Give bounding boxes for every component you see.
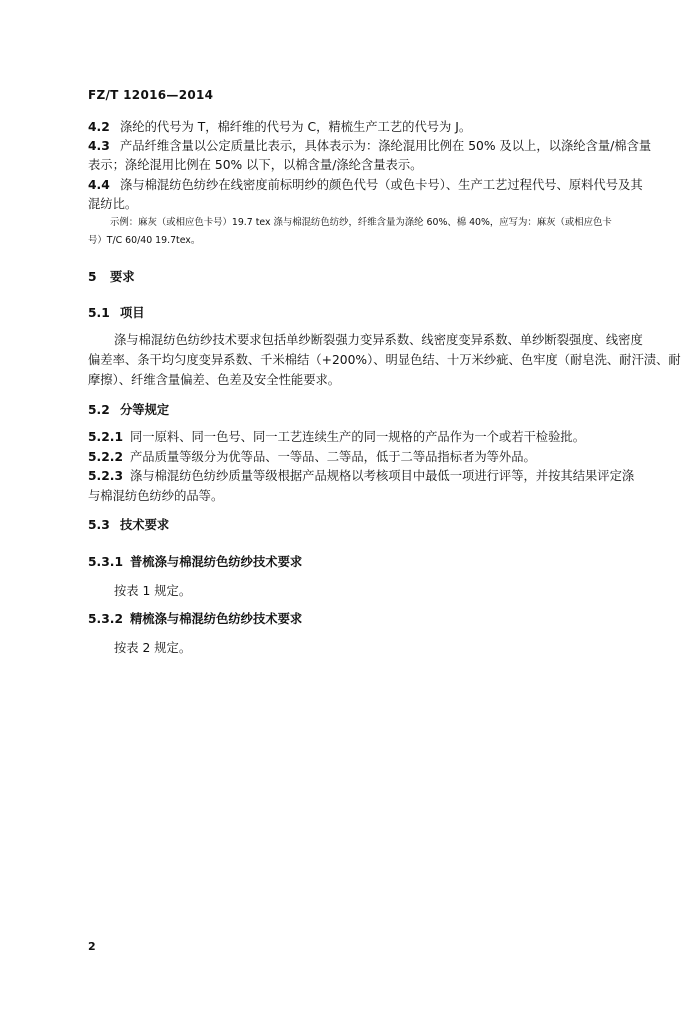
section-5-1-line-2: 偏差率、条干均匀度变异系数、千米棉结（+200%）、明显色结、十万米纱疵、色牢度（耐皂洗、耐汗渍、耐	[88, 353, 681, 367]
clause-text: 涤纶的代号为 T，棉纤维的代号为 C，精梳生产工艺的代号为 J。	[120, 120, 472, 134]
clause-4-3	[88, 138, 651, 154]
section-5-3-2-heading	[88, 611, 302, 627]
clause-4-3-line-2: 表示；涤纶混用比例在 50% 以下，以棉含量/涤纶含量表示。	[88, 158, 423, 172]
standard-code-header: FZ/T 12016—2014	[88, 88, 214, 102]
clause-number: 4.4	[88, 178, 110, 192]
clause-4-4-line-2: 混纺比。	[88, 197, 138, 211]
clause-4-4	[88, 177, 643, 193]
clause-5-2-2	[88, 449, 536, 465]
section-5-3-heading	[88, 517, 169, 533]
page-number: 2	[88, 940, 96, 953]
clause-number: 5.2.1	[88, 430, 124, 444]
clause-text-line-1: 产品纤维含量以公定质量比表示，具体表示为：涤纶混用比例在 50% 及以上，以涤纶含量/棉含量	[120, 139, 652, 153]
clause-number: 4.3	[88, 139, 110, 153]
section-5-1-heading	[88, 305, 145, 321]
clause-5-2-3	[88, 468, 634, 484]
section-5-2-heading	[88, 402, 169, 418]
clause-number: 5.2.3	[88, 469, 124, 483]
section-number: 5.2	[88, 403, 110, 417]
section-title: 分等规定	[120, 403, 170, 417]
section-number: 5.3	[88, 518, 110, 532]
section-5-3-1-heading	[88, 554, 302, 570]
clause-number: 5.2.2	[88, 450, 124, 464]
section-number: 5.1	[88, 306, 110, 320]
section-title: 要求	[110, 270, 135, 284]
section-title: 技术要求	[120, 518, 170, 532]
section-title: 精梳涤与棉混纺色纺纱技术要求	[130, 612, 303, 626]
section-5-heading	[88, 269, 135, 285]
clause-5-2-3-line-2: 与棉混纺色纺纱的品等。	[88, 489, 224, 503]
clause-4-2	[88, 119, 471, 135]
clause-number: 4.2	[88, 120, 110, 134]
clause-text: 同一原料、同一色号、同一工艺连续生产的同一规格的产品作为一个或若干检验批。	[130, 430, 585, 444]
section-5-3-1-text: 按表 1 规定。	[114, 584, 192, 598]
section-number: 5.3.2	[88, 612, 124, 626]
clause-text-line-1: 涤与棉混纺色纺纱在线密度前标明纱的颜色代号（或色卡号）、生产工艺过程代号、原料代号及其	[120, 178, 643, 192]
section-5-1-line-1: 涤与棉混纺色纺纱技术要求包括单纱断裂强力变异系数、线密度变异系数、单纱断裂强度、线密度	[114, 333, 643, 347]
section-5-1-line-3: 摩擦）、纤维含量偏差、色差及安全性能要求。	[88, 373, 341, 387]
example-line-1: 示例：麻灰（或相应色卡号）19.7 tex 涤与棉混纺色纺纱，纤维含量为涤纶 60%、棉 40%，应写为：麻灰（或相应色卡	[110, 217, 612, 228]
clause-text: 产品质量等级分为优等品、一等品、二等品，低于二等品指标者为等外品。	[130, 450, 536, 464]
section-number: 5	[88, 270, 97, 284]
section-5-3-2-text: 按表 2 规定。	[114, 641, 192, 655]
section-title: 普梳涤与棉混纺色纺纱技术要求	[130, 555, 303, 569]
example-line-2: 号）T/C 60/40 19.7tex。	[88, 235, 201, 246]
clause-text-line-1: 涤与棉混纺色纺纱质量等级根据产品规格以考核项目中最低一项进行评等，并按其结果评定涤	[130, 469, 635, 483]
section-title: 项目	[120, 306, 145, 320]
section-number: 5.3.1	[88, 555, 124, 569]
clause-5-2-1	[88, 429, 585, 445]
